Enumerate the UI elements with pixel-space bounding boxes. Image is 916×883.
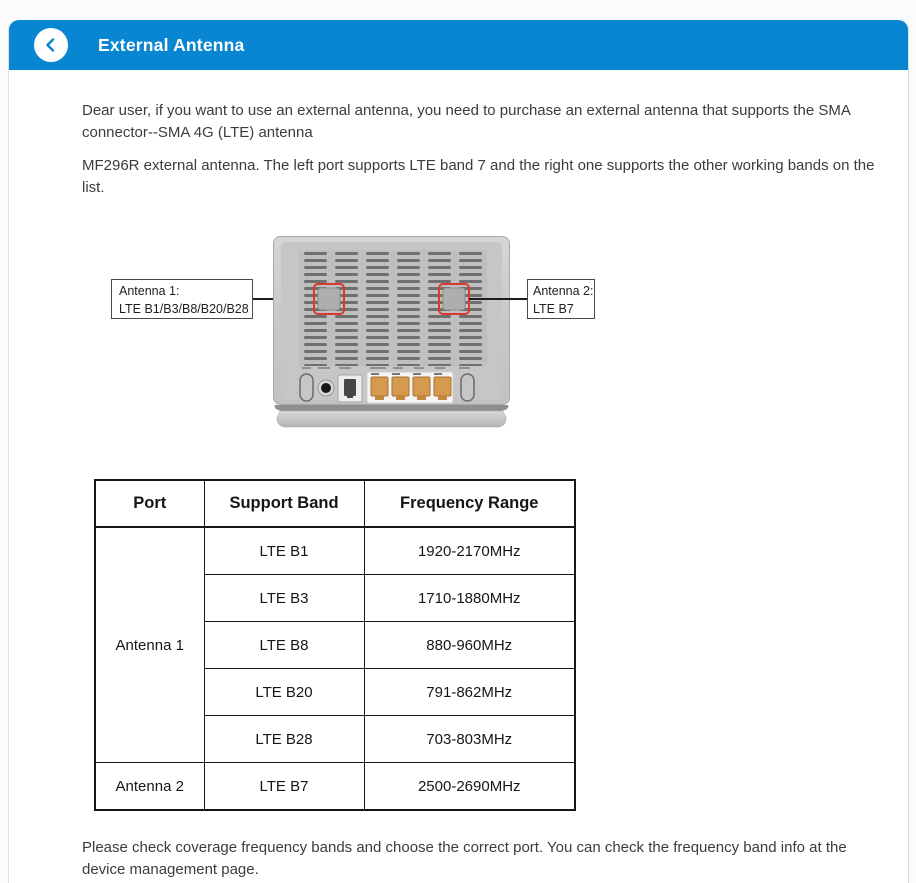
freq-cell: 703-803MHz: [364, 716, 575, 763]
intro-paragraph-2: MF296R external antenna. The left port supports LTE band 7 and the right one supports the other working bands on the list.: [82, 157, 875, 196]
external-antenna-panel: [8, 20, 909, 883]
antenna2-callout-title: Antenna 2:: [533, 284, 594, 298]
freq-cell: 791-862MHz: [364, 669, 575, 716]
band-cell: LTE B3: [204, 575, 364, 622]
band-cell: LTE B28: [204, 716, 364, 763]
band-cell: LTE B8: [204, 622, 364, 669]
freq-cell: 1920-2170MHz: [364, 527, 575, 575]
footer-note: Please check coverage frequency bands and choose the correct port. You can check the frequency band info at the device management page.: [82, 839, 847, 878]
antenna2-connector-line: [469, 298, 527, 300]
antenna2-callout-bands: LTE B7: [533, 301, 574, 316]
chevron-left-icon: [41, 35, 61, 55]
col-header-frequency-range: Frequency Range: [364, 480, 575, 527]
router-back-panel-image: [273, 236, 510, 429]
table-row: [95, 527, 575, 575]
antenna1-callout-title: Antenna 1:: [119, 284, 180, 298]
freq-cell: 1710-1880MHz: [364, 575, 575, 622]
antenna2-callout: [527, 279, 595, 319]
antenna1-callout-bands: LTE B1/B3/B8/B20/B28: [119, 301, 249, 316]
band-cell: LTE B20: [204, 669, 364, 716]
freq-cell: 2500-2690MHz: [364, 763, 575, 811]
table-header-row: [95, 480, 575, 527]
port-cell-antenna2: Antenna 2: [95, 763, 204, 811]
antenna1-callout: [111, 279, 253, 319]
table-row: [95, 763, 575, 811]
back-button[interactable]: [34, 28, 68, 62]
col-header-support-band: Support Band: [204, 480, 364, 527]
page-title: External Antenna: [98, 35, 245, 55]
col-header-port: Port: [95, 480, 204, 527]
page-header: [9, 20, 908, 70]
band-cell: LTE B7: [204, 763, 364, 811]
frequency-band-table: [94, 479, 576, 811]
port-cell-antenna1: Antenna 1: [95, 527, 204, 763]
intro-paragraph-1: Dear user, if you want to use an external antenna, you need to purchase an external antenna that supports the SMA connector--SMA 4G (LTE) antenna: [82, 102, 851, 141]
freq-cell: 880-960MHz: [364, 622, 575, 669]
band-cell: LTE B1: [204, 527, 364, 575]
